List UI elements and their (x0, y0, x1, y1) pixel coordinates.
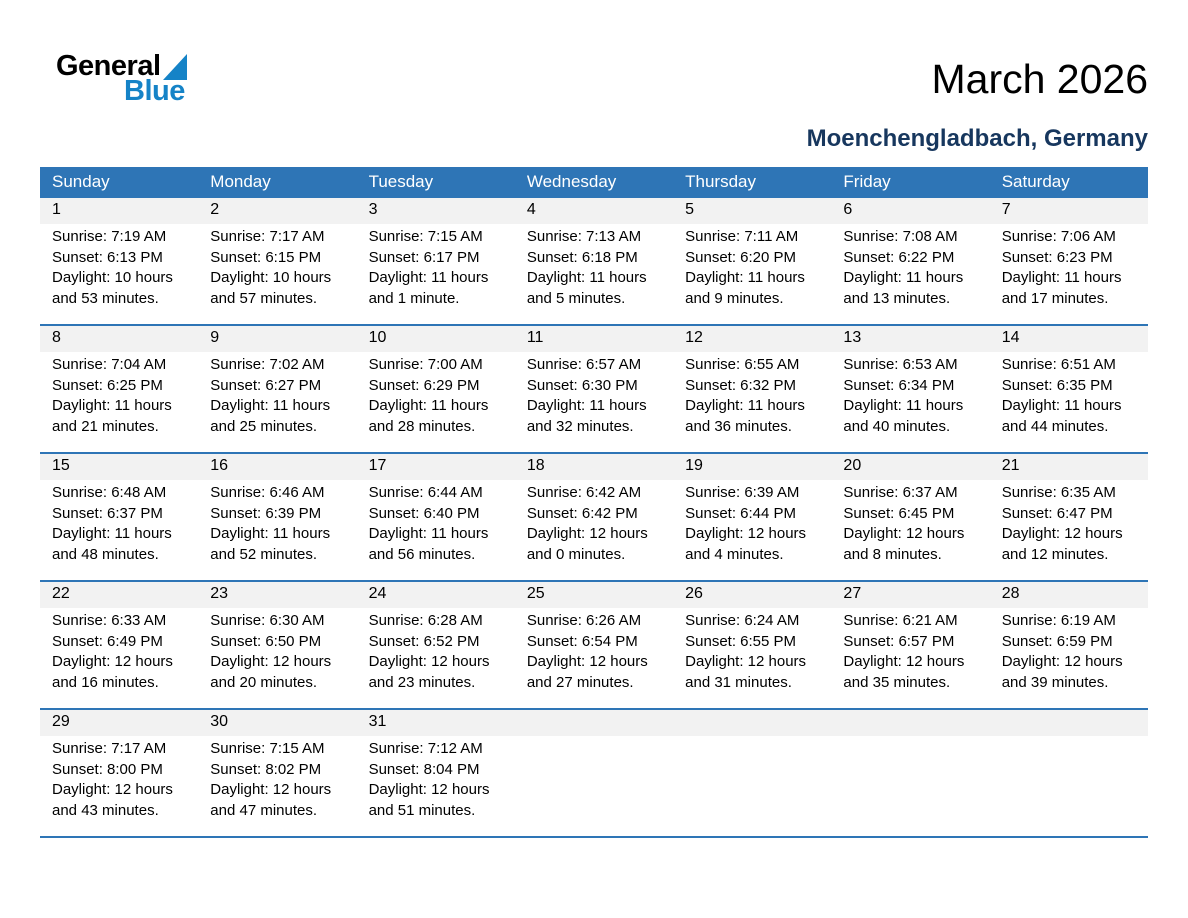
day-detail-line: Daylight: 11 hours (1001, 269, 1122, 286)
day-details (198, 224, 356, 324)
day-detail-line: and 40 minutes. (843, 417, 951, 435)
day-cell (990, 198, 1148, 324)
day-detail-line: Sunrise: 6:46 AM (210, 484, 325, 501)
day-detail-line: Sunrise: 7:06 AM (1001, 228, 1116, 245)
day-number: 12 (673, 326, 831, 352)
day-detail-line: Sunrise: 7:13 AM (526, 228, 642, 245)
day-details (990, 224, 1148, 324)
day-detail-line: Sunset: 6:32 PM (685, 376, 797, 394)
day-details (673, 736, 831, 836)
day-details (831, 224, 989, 324)
day-details (515, 608, 673, 708)
day-detail-line: Daylight: 11 hours (368, 525, 489, 542)
day-detail-line: Sunset: 6:44 PM (685, 504, 797, 522)
day-detail-line: and 51 minutes. (368, 801, 476, 819)
day-detail-line: and 1 minute. (368, 289, 460, 307)
day-detail-line: Sunrise: 6:21 AM (843, 612, 958, 629)
day-detail-line: Sunrise: 7:15 AM (368, 228, 483, 245)
month-title: March 2026 (931, 56, 1148, 102)
location-subtitle: Moenchengladbach, Germany (806, 125, 1148, 152)
weekday-header-row (40, 167, 1148, 198)
day-detail-line: and 39 minutes. (1001, 673, 1109, 691)
day-detail-line: Sunset: 6:47 PM (1001, 504, 1113, 522)
empty-day-cell (515, 710, 673, 836)
day-detail-line: and 36 minutes. (685, 417, 792, 435)
day-detail-line: and 17 minutes. (1001, 289, 1109, 307)
day-cell (198, 710, 356, 836)
day-number: 14 (990, 326, 1148, 352)
day-detail-line: and 21 minutes. (52, 417, 159, 435)
day-detail-line: and 48 minutes. (52, 545, 159, 563)
day-details (831, 608, 989, 708)
day-details (673, 608, 831, 708)
day-detail-line: and 28 minutes. (368, 417, 476, 435)
day-detail-line: and 32 minutes. (526, 417, 634, 435)
day-details (673, 352, 831, 452)
day-detail-line: and 4 minutes. (685, 545, 784, 563)
day-number: 23 (198, 582, 356, 608)
day-detail-line: Daylight: 11 hours (1001, 397, 1122, 414)
day-detail-line: Sunrise: 6:44 AM (368, 484, 483, 501)
day-number: 4 (515, 198, 673, 224)
day-number: 28 (990, 582, 1148, 608)
day-number: 8 (40, 326, 198, 352)
day-details (990, 608, 1148, 708)
day-cell (40, 198, 198, 324)
day-cell (515, 454, 673, 580)
day-detail-line: Daylight: 11 hours (843, 397, 964, 414)
day-detail-line: Daylight: 12 hours (368, 781, 490, 798)
day-detail-line: Sunset: 8:02 PM (210, 760, 322, 778)
day-detail-line: Sunset: 6:37 PM (52, 504, 163, 522)
day-detail-line: Daylight: 11 hours (368, 269, 489, 286)
day-cell (673, 198, 831, 324)
day-number: 25 (515, 582, 673, 608)
day-detail-line: Daylight: 12 hours (52, 781, 173, 798)
day-detail-line: Sunset: 6:50 PM (210, 632, 322, 650)
day-cell (673, 326, 831, 452)
day-detail-line: Sunrise: 7:17 AM (52, 740, 167, 757)
day-detail-line: Sunrise: 6:26 AM (526, 612, 642, 629)
day-details (357, 736, 515, 836)
day-detail-line: Sunset: 6:18 PM (526, 248, 638, 266)
week-row (40, 708, 1148, 836)
day-detail-line: Sunset: 6:13 PM (52, 248, 163, 266)
day-detail-line: Sunset: 6:52 PM (368, 632, 480, 650)
day-detail-line: Sunrise: 7:00 AM (368, 356, 483, 373)
day-number: 26 (673, 582, 831, 608)
day-detail-line: Sunset: 6:55 PM (685, 632, 797, 650)
day-details (515, 480, 673, 580)
day-detail-line: and 52 minutes. (210, 545, 318, 563)
day-details (831, 352, 989, 452)
day-detail-line: Daylight: 12 hours (210, 653, 332, 670)
day-number: 16 (198, 454, 356, 480)
day-number: 10 (357, 326, 515, 352)
day-detail-line: Daylight: 11 hours (526, 269, 647, 286)
day-cell (40, 454, 198, 580)
day-detail-line: Sunrise: 7:04 AM (52, 356, 167, 373)
day-cell (990, 582, 1148, 708)
day-cell (515, 326, 673, 452)
day-detail-line: and 5 minutes. (526, 289, 626, 307)
day-cell (357, 454, 515, 580)
day-number: 15 (40, 454, 198, 480)
day-number: 9 (198, 326, 356, 352)
day-detail-line: Sunrise: 6:35 AM (1001, 484, 1116, 501)
day-detail-line: and 47 minutes. (210, 801, 318, 819)
day-detail-line: Sunset: 6:39 PM (210, 504, 322, 522)
day-detail-line: Sunset: 6:54 PM (526, 632, 638, 650)
day-details (515, 224, 673, 324)
day-number: 6 (831, 198, 989, 224)
day-detail-line: and 16 minutes. (52, 673, 159, 691)
day-detail-line: Daylight: 11 hours (526, 397, 647, 414)
day-number: 3 (357, 198, 515, 224)
day-detail-line: Daylight: 11 hours (210, 525, 331, 542)
day-details (673, 480, 831, 580)
day-detail-line: and 43 minutes. (52, 801, 159, 819)
day-detail-line: and 56 minutes. (368, 545, 476, 563)
weekday-saturday: Saturday (1001, 172, 1070, 191)
day-detail-line: Daylight: 11 hours (52, 525, 172, 542)
day-detail-line: Daylight: 11 hours (368, 397, 489, 414)
day-number: 1 (40, 198, 198, 224)
day-detail-line: Sunset: 6:35 PM (1001, 376, 1113, 394)
week-row (40, 324, 1148, 452)
day-cell (357, 198, 515, 324)
day-detail-line: and 12 minutes. (1001, 545, 1109, 563)
day-details (40, 608, 198, 708)
day-number: 17 (357, 454, 515, 480)
day-details (357, 224, 515, 324)
day-cell (40, 326, 198, 452)
day-details (515, 352, 673, 452)
day-detail-line: and 35 minutes. (843, 673, 951, 691)
day-detail-line: Daylight: 12 hours (368, 653, 490, 670)
day-number: 13 (831, 326, 989, 352)
day-cell (40, 710, 198, 836)
day-cell (515, 198, 673, 324)
day-detail-line: Sunset: 6:15 PM (210, 248, 322, 266)
day-cell (198, 454, 356, 580)
day-detail-line: Sunrise: 7:17 AM (210, 228, 325, 245)
day-details (40, 352, 198, 452)
day-detail-line: Sunset: 6:49 PM (52, 632, 163, 650)
day-cell (990, 454, 1148, 580)
day-cell (357, 326, 515, 452)
weekday-sunday: Sunday (52, 172, 110, 191)
day-details (40, 480, 198, 580)
day-number: 31 (357, 710, 515, 736)
day-number: 19 (673, 454, 831, 480)
day-detail-line: and 25 minutes. (210, 417, 318, 435)
day-detail-line: Sunset: 6:45 PM (843, 504, 955, 522)
day-detail-line: Sunset: 6:57 PM (843, 632, 955, 650)
day-detail-line: and 27 minutes. (526, 673, 634, 691)
day-details (198, 480, 356, 580)
day-detail-line: Sunrise: 6:37 AM (843, 484, 958, 501)
day-detail-line: Sunset: 8:00 PM (52, 760, 163, 778)
day-cell (673, 454, 831, 580)
day-cell (831, 326, 989, 452)
day-details (40, 224, 198, 324)
day-details (990, 352, 1148, 452)
day-cell (831, 582, 989, 708)
day-number: 30 (198, 710, 356, 736)
day-details (198, 352, 356, 452)
day-detail-line: Daylight: 12 hours (1001, 653, 1123, 670)
day-detail-line: Daylight: 10 hours (52, 269, 173, 286)
day-number: 21 (990, 454, 1148, 480)
day-detail-line: Sunrise: 6:30 AM (210, 612, 325, 629)
day-detail-line: Sunset: 8:04 PM (368, 760, 480, 778)
weekday-thursday: Thursday (685, 172, 757, 191)
day-detail-line: and 13 minutes. (843, 289, 951, 307)
day-detail-line: Sunrise: 7:12 AM (368, 740, 483, 757)
day-details (515, 736, 673, 836)
day-number: 27 (831, 582, 989, 608)
day-cell (198, 326, 356, 452)
day-number: 18 (515, 454, 673, 480)
day-detail-line: Sunrise: 6:39 AM (685, 484, 800, 501)
day-detail-line: Sunrise: 7:08 AM (843, 228, 958, 245)
day-cell (40, 582, 198, 708)
day-detail-line: and 20 minutes. (210, 673, 318, 691)
week-row (40, 198, 1148, 324)
logo-text-blue: Blue (124, 75, 185, 107)
day-detail-line: Sunrise: 7:15 AM (210, 740, 325, 757)
day-number: 11 (515, 326, 673, 352)
empty-day-cell (673, 710, 831, 836)
weekday-friday: Friday (843, 172, 891, 191)
day-detail-line: Sunset: 6:25 PM (52, 376, 163, 394)
day-detail-line: Sunrise: 6:42 AM (526, 484, 642, 501)
day-detail-line: Sunrise: 7:02 AM (210, 356, 325, 373)
day-detail-line: Sunrise: 7:19 AM (52, 228, 167, 245)
day-detail-line: Sunrise: 6:24 AM (685, 612, 800, 629)
calendar (40, 167, 1148, 838)
empty-day-cell (990, 710, 1148, 836)
day-detail-line: Sunrise: 6:55 AM (685, 356, 800, 373)
day-number (831, 710, 989, 736)
day-detail-line: Daylight: 12 hours (843, 525, 965, 542)
day-detail-line: Daylight: 12 hours (526, 525, 648, 542)
calendar-body (40, 198, 1148, 836)
day-number: 24 (357, 582, 515, 608)
day-number: 22 (40, 582, 198, 608)
day-number (515, 710, 673, 736)
day-number: 5 (673, 198, 831, 224)
day-cell (673, 582, 831, 708)
day-detail-line: and 8 minutes. (843, 545, 942, 563)
title-block (807, 52, 1148, 153)
day-detail-line: Daylight: 11 hours (210, 397, 331, 414)
day-detail-line: Sunset: 6:59 PM (1001, 632, 1113, 650)
day-details (990, 480, 1148, 580)
day-details (198, 736, 356, 836)
empty-day-cell (831, 710, 989, 836)
day-cell (357, 710, 515, 836)
week-row (40, 580, 1148, 708)
day-detail-line: Daylight: 10 hours (210, 269, 332, 286)
day-detail-line: Sunrise: 6:33 AM (52, 612, 167, 629)
weekday-monday: Monday (210, 172, 271, 191)
day-details (673, 224, 831, 324)
day-cell (198, 198, 356, 324)
day-detail-line: Daylight: 12 hours (685, 525, 807, 542)
week-row (40, 452, 1148, 580)
day-detail-line: Daylight: 11 hours (685, 397, 805, 414)
weekday-wednesday: Wednesday (526, 172, 617, 191)
day-detail-line: and 0 minutes. (526, 545, 626, 563)
day-details (357, 352, 515, 452)
day-detail-line: Sunrise: 6:19 AM (1001, 612, 1116, 629)
day-detail-line: Sunset: 6:23 PM (1001, 248, 1113, 266)
day-detail-line: Daylight: 12 hours (1001, 525, 1123, 542)
day-detail-line: Sunrise: 7:11 AM (685, 228, 799, 245)
day-detail-line: Daylight: 12 hours (843, 653, 965, 670)
day-number: 29 (40, 710, 198, 736)
day-detail-line: Sunset: 6:29 PM (368, 376, 480, 394)
day-detail-line: Daylight: 12 hours (685, 653, 807, 670)
day-cell (357, 582, 515, 708)
day-number: 2 (198, 198, 356, 224)
day-detail-line: Daylight: 12 hours (526, 653, 648, 670)
day-detail-line: Sunset: 6:22 PM (843, 248, 955, 266)
day-number (990, 710, 1148, 736)
day-detail-line: Sunset: 6:40 PM (368, 504, 480, 522)
page-header (40, 0, 1148, 153)
day-detail-line: Daylight: 11 hours (843, 269, 964, 286)
day-details (831, 736, 989, 836)
day-details (990, 736, 1148, 836)
day-detail-line: and 53 minutes. (52, 289, 159, 307)
day-detail-line: Sunrise: 6:57 AM (526, 356, 642, 373)
day-detail-line: Daylight: 12 hours (210, 781, 332, 798)
day-details (40, 736, 198, 836)
day-cell (831, 198, 989, 324)
day-detail-line: and 23 minutes. (368, 673, 476, 691)
day-detail-line: and 57 minutes. (210, 289, 318, 307)
day-detail-line: Daylight: 11 hours (52, 397, 172, 414)
day-details (831, 480, 989, 580)
day-cell (515, 582, 673, 708)
day-cell (831, 454, 989, 580)
day-detail-line: Sunset: 6:30 PM (526, 376, 638, 394)
day-detail-line: Sunrise: 6:28 AM (368, 612, 483, 629)
day-number (673, 710, 831, 736)
day-detail-line: Sunset: 6:27 PM (210, 376, 322, 394)
day-detail-line: Sunset: 6:42 PM (526, 504, 638, 522)
day-number: 20 (831, 454, 989, 480)
day-detail-line: Sunset: 6:20 PM (685, 248, 797, 266)
day-number: 7 (990, 198, 1148, 224)
day-detail-line: Daylight: 11 hours (685, 269, 805, 286)
day-detail-line: Daylight: 12 hours (52, 653, 173, 670)
day-details (198, 608, 356, 708)
day-detail-line: and 9 minutes. (685, 289, 784, 307)
day-detail-line: Sunrise: 6:51 AM (1001, 356, 1116, 373)
day-detail-line: Sunrise: 6:53 AM (843, 356, 958, 373)
day-detail-line: Sunrise: 6:48 AM (52, 484, 167, 501)
day-detail-line: and 31 minutes. (685, 673, 792, 691)
day-cell (198, 582, 356, 708)
day-cell (990, 326, 1148, 452)
day-details (357, 608, 515, 708)
weekday-tuesday: Tuesday (368, 172, 434, 191)
day-detail-line: Sunset: 6:17 PM (368, 248, 480, 266)
general-blue-logo (40, 52, 187, 106)
day-detail-line: Sunset: 6:34 PM (843, 376, 955, 394)
day-details (357, 480, 515, 580)
logo-text-general: General (56, 50, 161, 82)
day-detail-line: and 44 minutes. (1001, 417, 1109, 435)
